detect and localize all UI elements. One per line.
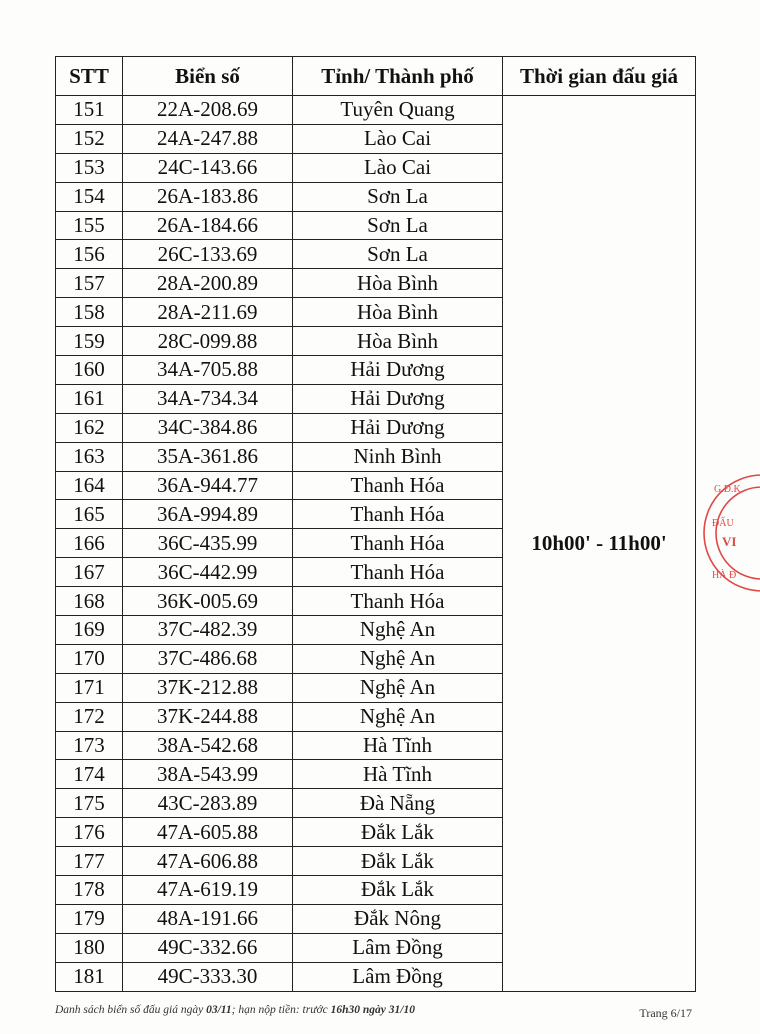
cell-stt: 181 [56, 962, 123, 991]
cell-stt: 170 [56, 644, 123, 673]
cell-plate: 37C-486.68 [123, 644, 293, 673]
cell-plate: 47A-606.88 [123, 847, 293, 876]
cell-plate: 47A-605.88 [123, 818, 293, 847]
cell-plate: 48A-191.66 [123, 904, 293, 933]
cell-province: Thanh Hóa [293, 500, 503, 529]
cell-province: Đắk Lắk [293, 876, 503, 905]
cell-province: Nghệ An [293, 616, 503, 645]
footer-middle: ; hạn nộp tiền: trước [231, 1004, 328, 1016]
cell-province: Nghệ An [293, 702, 503, 731]
cell-province: Hải Dương [293, 384, 503, 413]
cell-province: Thanh Hóa [293, 471, 503, 500]
red-seal-stamp [700, 468, 760, 598]
cell-stt: 172 [56, 702, 123, 731]
cell-stt: 175 [56, 789, 123, 818]
cell-stt: 152 [56, 124, 123, 153]
header-province: Tỉnh/ Thành phố [293, 57, 503, 96]
cell-province: Đà Nẵng [293, 789, 503, 818]
cell-plate: 35A-361.86 [123, 442, 293, 471]
cell-stt: 157 [56, 269, 123, 298]
cell-stt: 179 [56, 904, 123, 933]
cell-stt: 166 [56, 529, 123, 558]
cell-province: Thanh Hóa [293, 587, 503, 616]
cell-stt: 154 [56, 182, 123, 211]
cell-stt: 158 [56, 298, 123, 327]
cell-province: Lâm Đồng [293, 962, 503, 991]
cell-stt: 168 [56, 587, 123, 616]
cell-plate: 26A-184.66 [123, 211, 293, 240]
cell-plate: 36A-944.77 [123, 471, 293, 500]
cell-plate: 36K-005.69 [123, 587, 293, 616]
cell-province: Ninh Bình [293, 442, 503, 471]
cell-province: Đắk Nông [293, 904, 503, 933]
svg-text:G.Đ.K.: G.Đ.K. [714, 484, 744, 495]
page-number: Trang 6/17 [639, 1006, 692, 1020]
table-row [56, 96, 696, 125]
cell-province: Sơn La [293, 211, 503, 240]
cell-province: Hòa Bình [293, 298, 503, 327]
cell-stt: 153 [56, 153, 123, 182]
auction-table [55, 56, 696, 992]
cell-stt: 177 [56, 847, 123, 876]
cell-plate: 37K-212.88 [123, 673, 293, 702]
cell-stt: 165 [56, 500, 123, 529]
cell-plate: 26A-183.86 [123, 182, 293, 211]
cell-province: Thanh Hóa [293, 529, 503, 558]
header-auction-time: Thời gian đấu giá [503, 57, 696, 96]
header-plate: Biển số [123, 57, 293, 96]
cell-plate: 47A-619.19 [123, 876, 293, 905]
cell-province: Thanh Hóa [293, 558, 503, 587]
cell-plate: 28C-099.88 [123, 327, 293, 356]
cell-province: Nghệ An [293, 644, 503, 673]
cell-province: Sơn La [293, 240, 503, 269]
cell-plate: 38A-542.68 [123, 731, 293, 760]
cell-stt: 156 [56, 240, 123, 269]
cell-province: Hà Tĩnh [293, 731, 503, 760]
footer-deadline: 16h30 ngày 31/10 [330, 1004, 415, 1016]
cell-plate: 37C-482.39 [123, 616, 293, 645]
cell-stt: 163 [56, 442, 123, 471]
cell-plate: 34C-384.86 [123, 413, 293, 442]
cell-plate: 36A-994.89 [123, 500, 293, 529]
footer-prefix: Danh sách biển số đấu giá ngày [55, 1004, 204, 1016]
cell-plate: 34A-705.88 [123, 356, 293, 385]
cell-stt: 167 [56, 558, 123, 587]
header-stt: STT [56, 57, 123, 96]
cell-plate: 36C-442.99 [123, 558, 293, 587]
cell-province: Tuyên Quang [293, 96, 503, 125]
cell-plate: 28A-200.89 [123, 269, 293, 298]
cell-stt: 161 [56, 384, 123, 413]
cell-plate: 43C-283.89 [123, 789, 293, 818]
cell-province: Hòa Bình [293, 327, 503, 356]
cell-province: Lào Cai [293, 124, 503, 153]
cell-auction-time: 10h00' - 11h00' [503, 96, 696, 992]
cell-plate: 37K-244.88 [123, 702, 293, 731]
cell-plate: 36C-435.99 [123, 529, 293, 558]
svg-text:ĐẤU: ĐẤU [712, 518, 734, 529]
cell-stt: 173 [56, 731, 123, 760]
cell-province: Lâm Đồng [293, 933, 503, 962]
cell-plate: 26C-133.69 [123, 240, 293, 269]
cell-plate: 24A-247.88 [123, 124, 293, 153]
cell-stt: 159 [56, 327, 123, 356]
cell-plate: 24C-143.66 [123, 153, 293, 182]
cell-province: Hà Tĩnh [293, 760, 503, 789]
cell-plate: 34A-734.34 [123, 384, 293, 413]
cell-stt: 171 [56, 673, 123, 702]
cell-province: Đắk Lắk [293, 847, 503, 876]
table-header-row [56, 57, 696, 96]
cell-stt: 162 [56, 413, 123, 442]
cell-stt: 155 [56, 211, 123, 240]
svg-text:HÀ Đ: HÀ Đ [712, 570, 737, 581]
footer-note [55, 1004, 415, 1016]
cell-plate: 38A-543.99 [123, 760, 293, 789]
cell-plate: 22A-208.69 [123, 96, 293, 125]
cell-stt: 178 [56, 876, 123, 905]
svg-text:VI: VI [722, 534, 737, 549]
cell-plate: 49C-333.30 [123, 962, 293, 991]
cell-province: Lào Cai [293, 153, 503, 182]
cell-stt: 174 [56, 760, 123, 789]
cell-stt: 164 [56, 471, 123, 500]
footer-date: 03/11 [206, 1004, 232, 1016]
cell-province: Hải Dương [293, 356, 503, 385]
cell-plate: 49C-332.66 [123, 933, 293, 962]
cell-stt: 169 [56, 616, 123, 645]
cell-stt: 176 [56, 818, 123, 847]
cell-province: Đắk Lắk [293, 818, 503, 847]
cell-stt: 160 [56, 356, 123, 385]
cell-stt: 180 [56, 933, 123, 962]
cell-province: Sơn La [293, 182, 503, 211]
cell-province: Hòa Bình [293, 269, 503, 298]
cell-province: Nghệ An [293, 673, 503, 702]
cell-plate: 28A-211.69 [123, 298, 293, 327]
cell-province: Hải Dương [293, 413, 503, 442]
cell-stt: 151 [56, 96, 123, 125]
